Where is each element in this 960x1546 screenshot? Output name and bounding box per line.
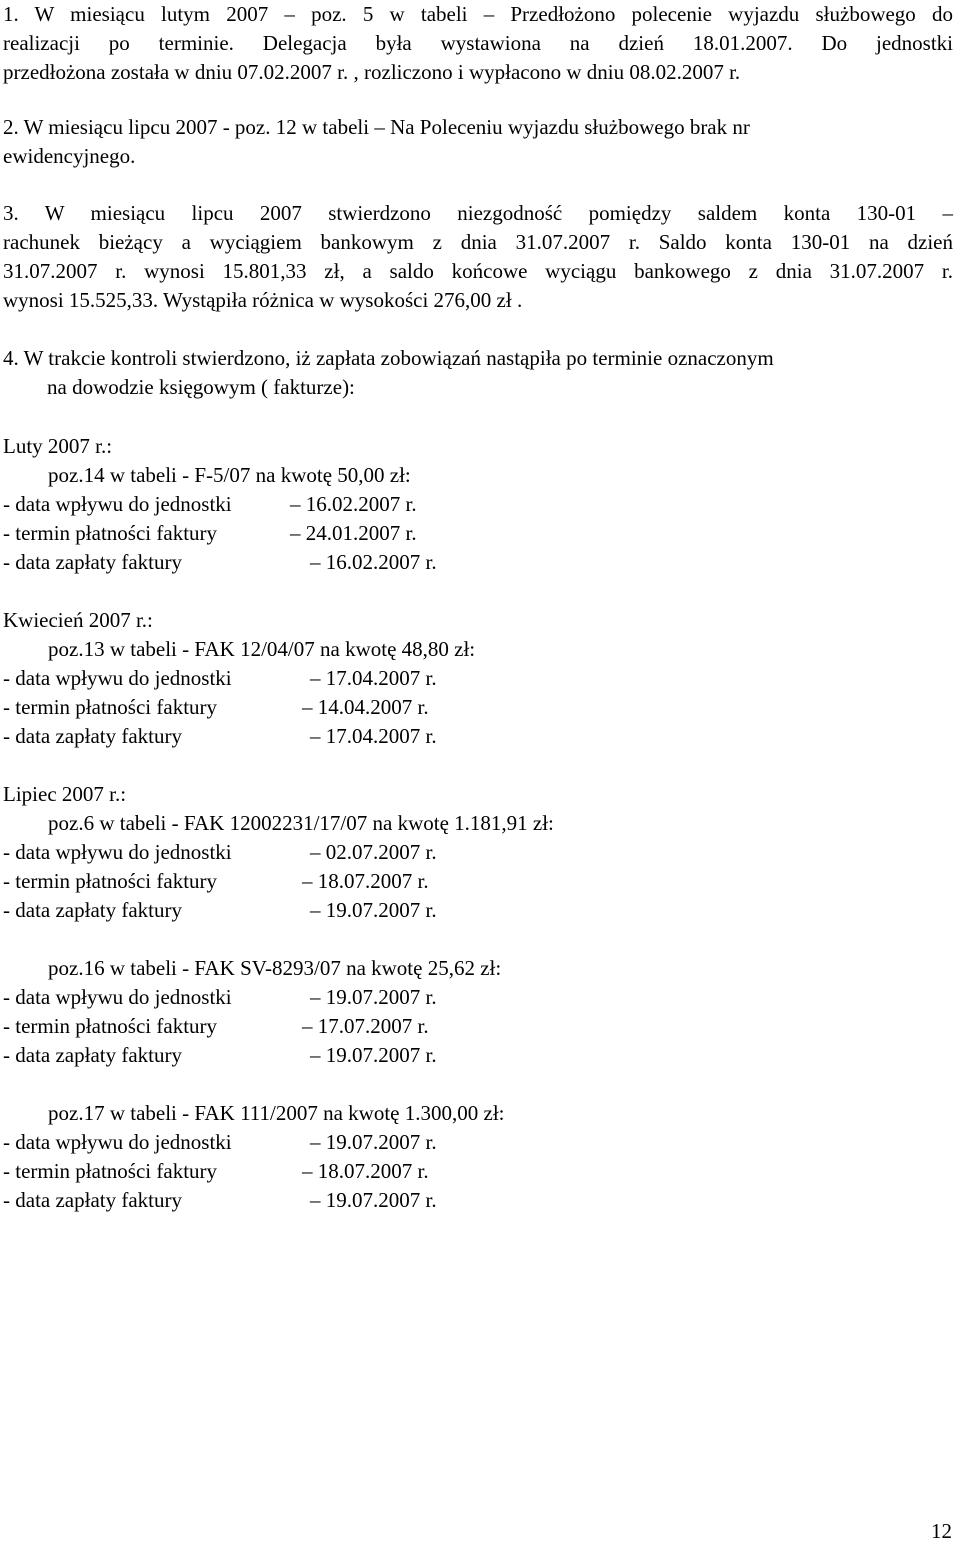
row-label: - data zapłaty faktury bbox=[3, 724, 182, 748]
invoice-title: poz.13 w tabeli - FAK 12/04/07 na kwotę 48,80 zł: bbox=[48, 637, 476, 661]
invoice-row bbox=[3, 896, 437, 925]
invoice-row bbox=[3, 1186, 437, 1215]
invoice-row bbox=[3, 1012, 429, 1041]
row-label: - termin płatności faktury bbox=[3, 1159, 218, 1183]
invoice-title: poz.16 w tabeli - FAK SV-8293/07 na kwotę 25,62 zł: bbox=[48, 956, 502, 980]
row-value: – 18.07.2007 r. bbox=[302, 869, 429, 893]
row-value: – 17.04.2007 r. bbox=[310, 666, 437, 690]
finding-1-paragraph bbox=[3, 0, 953, 87]
row-value: – 16.02.2007 r. bbox=[290, 492, 417, 516]
row-value: – 02.07.2007 r. bbox=[310, 840, 437, 864]
invoice-row bbox=[3, 1041, 437, 1070]
month-heading: Lipiec 2007 r.: bbox=[3, 782, 127, 806]
invoice-title: poz.17 w tabeli - FAK 111/2007 na kwotę 1.300,00 zł: bbox=[48, 1101, 505, 1125]
invoice-row bbox=[3, 490, 417, 519]
row-value: – 17.07.2007 r. bbox=[302, 1014, 429, 1038]
row-label: - termin płatności faktury bbox=[3, 521, 218, 545]
text-line: 1. W miesiącu lutym 2007 – poz. 5 w tabeli – Przedłożono polecenie wyjazdu służbowego do bbox=[3, 2, 953, 26]
row-label: - data zapłaty faktury bbox=[3, 550, 182, 574]
invoice-row bbox=[3, 838, 437, 867]
invoice-row bbox=[3, 519, 417, 548]
text-line: rachunek bieżący a wyciągiem bankowym z dnia 31.07.2007 r. Saldo konta 130-01 na dzień bbox=[3, 230, 953, 254]
text-line: 2. W miesiącu lipcu 2007 - poz. 12 w tabeli – Na Poleceniu wyjazdu służbowego brak nr bbox=[3, 115, 750, 139]
row-label: - data zapłaty faktury bbox=[3, 1043, 182, 1067]
text-line: na dowodzie księgowym ( fakturze): bbox=[47, 375, 355, 399]
finding-2-paragraph bbox=[3, 113, 953, 171]
invoice-row bbox=[3, 548, 437, 577]
row-value: – 24.01.2007 r. bbox=[290, 521, 417, 545]
row-value: – 19.07.2007 r. bbox=[310, 898, 437, 922]
row-value: – 19.07.2007 r. bbox=[310, 1130, 437, 1154]
month-heading: Luty 2007 r.: bbox=[3, 434, 113, 458]
row-label: - data wpływu do jednostki bbox=[3, 985, 232, 1009]
row-value: – 17.04.2007 r. bbox=[310, 724, 437, 748]
row-value: – 19.07.2007 r. bbox=[310, 1043, 437, 1067]
row-label: - data wpływu do jednostki bbox=[3, 1130, 232, 1154]
invoice-row bbox=[3, 983, 437, 1012]
row-label: - data zapłaty faktury bbox=[3, 898, 182, 922]
text-line: przedłożona została w dniu 07.02.2007 r. , rozliczono i wypłacono w dniu 08.02.2007 r. bbox=[3, 60, 741, 84]
row-label: - data wpływu do jednostki bbox=[3, 666, 232, 690]
row-label: - termin płatności faktury bbox=[3, 1014, 218, 1038]
text-line: 4. W trakcie kontroli stwierdzono, iż zapłata zobowiązań nastąpiła po terminie oznaczonym bbox=[3, 346, 774, 370]
invoice-row bbox=[3, 1128, 437, 1157]
invoice-title: poz.14 w tabeli - F-5/07 na kwotę 50,00 zł: bbox=[48, 463, 411, 487]
page-number: 12 bbox=[931, 1519, 952, 1543]
invoice-row bbox=[3, 867, 429, 896]
invoice-title: poz.6 w tabeli - FAK 12002231/17/07 na kwotę 1.181,91 zł: bbox=[48, 811, 554, 835]
finding-3-paragraph bbox=[3, 199, 953, 315]
text-line: ewidencyjnego. bbox=[3, 144, 136, 168]
invoice-row bbox=[3, 1157, 429, 1186]
text-line: realizacji po terminie. Delegacja była wystawiona na dzień 18.01.2007. Do jednostki bbox=[3, 31, 953, 55]
row-value: – 14.04.2007 r. bbox=[302, 695, 429, 719]
invoice-row bbox=[3, 664, 437, 693]
finding-4-paragraph bbox=[3, 344, 953, 402]
row-value: – 19.07.2007 r. bbox=[310, 1188, 437, 1212]
text-line: 3. W miesiącu lipcu 2007 stwierdzono niezgodność pomiędzy saldem konta 130-01 – bbox=[3, 201, 953, 225]
invoice-row bbox=[3, 722, 437, 751]
row-value: – 16.02.2007 r. bbox=[310, 550, 437, 574]
row-label: - data zapłaty faktury bbox=[3, 1188, 182, 1212]
row-label: - termin płatności faktury bbox=[3, 695, 218, 719]
text-line: wynosi 15.525,33. Wystąpiła różnica w wysokości 276,00 zł . bbox=[3, 288, 523, 312]
text-line: 31.07.2007 r. wynosi 15.801,33 zł, a saldo końcowe wyciągu bankowego z dnia 31.07.2007 r. bbox=[3, 259, 953, 283]
row-label: - termin płatności faktury bbox=[3, 869, 218, 893]
row-value: – 19.07.2007 r. bbox=[310, 985, 437, 1009]
month-heading: Kwiecień 2007 r.: bbox=[3, 608, 153, 632]
invoice-row bbox=[3, 693, 429, 722]
row-value: – 18.07.2007 r. bbox=[302, 1159, 429, 1183]
row-label: - data wpływu do jednostki bbox=[3, 840, 232, 864]
row-label: - data wpływu do jednostki bbox=[3, 492, 232, 516]
